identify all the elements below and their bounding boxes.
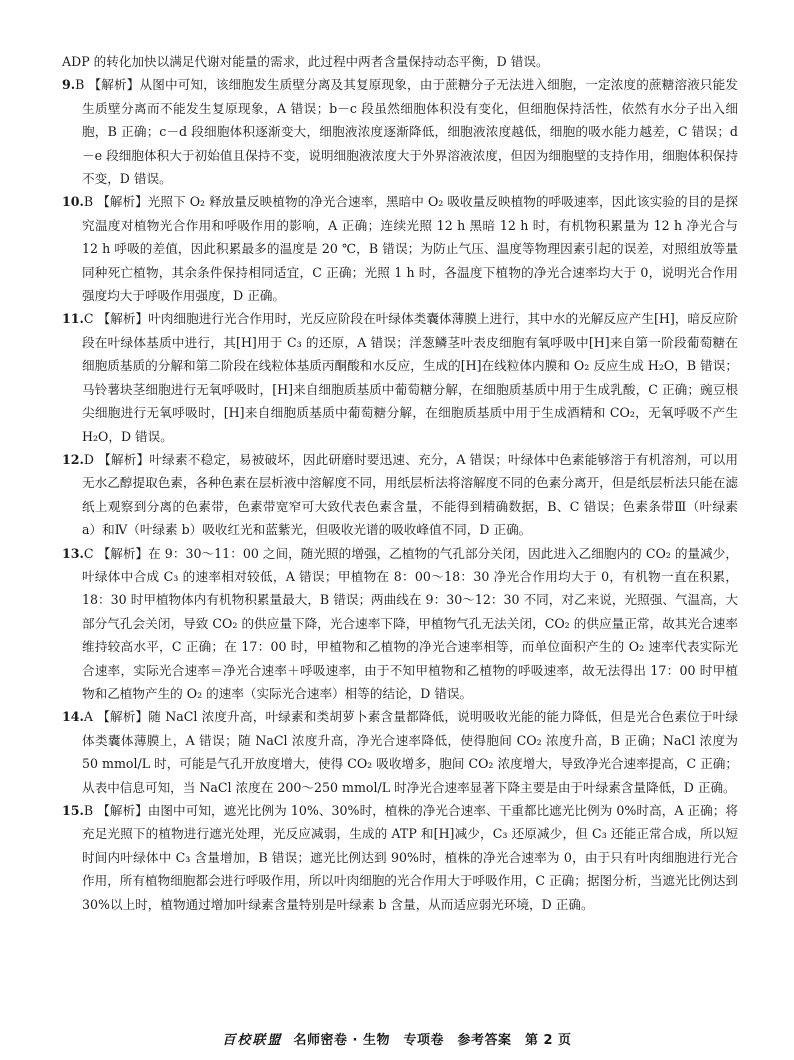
answer-number: 13. (62, 545, 84, 561)
answer-text: A 【解析】随 NaCl 浓度升高，叶绿素和类胡萝卜素含量都降低，说明吸收光能的能力降低，但是光合色素位于叶绿体类囊体薄膜上，A 错误；随 NaCl 浓度升高，净光合速率降低，使得胞间 CO₂ 浓度升高，B 正确；NaCl 浓度为 50 mmol/L 时，可能是气孔开放度增大，使得 CO₂ 吸收增多，胞间 CO₂ 浓度增大，导致净光合速率提高，C 正确；从表中信息可知，当 NaCl 浓度在 200～250 mmol/L 时净光合速率显著下降主要是由于叶绿素含量降低，D 正确。 (82, 709, 738, 795)
answer-item (62, 73, 738, 190)
answer-number: 14. (62, 709, 84, 725)
answer-number: 11. (62, 311, 84, 327)
answer-text: B 【解析】从图中可知，该细胞发生质壁分离及其复原现象，由于蔗糖分子无法进入细胞，一定浓度的蔗糖溶液只能发生质壁分离而不能发生复原现象，A 错误；b－c 段虽然细胞体积没有变化，但细胞保持活性，依然有水分子出入细胞，B 正确；c－d 段细胞体积逐渐变大，细胞液浓度逐渐降低，细胞液浓度越低，细胞的吸水能力越差，C 错误；d－e 段细胞体积大于初始值且保持不变，说明细胞液浓度大于外界溶液浓度，但因为细胞壁的支持作用，细胞体积保持不变，D 错误。 (75, 77, 738, 187)
answer-text: C 【解析】叶肉细胞进行光合作用时，光反应阶段在叶绿体类囊体薄膜上进行，其中水的光解反应产生[H]，暗反应阶段在叶绿体基质中进行，其[H]用于 C₃ 的还原，A 错误；洋葱鳞茎叶表皮细胞有氧呼吸中[H]来自第一阶段葡萄糖在细胞质基质的分解和第二阶段在线粒体基质丙酮酸和水反应，生成的[H]在线粒体内膜和 O₂ 反应生成 H₂O，B 错误；马铃薯块茎细胞进行无氧呼吸时，[H]来自细胞质基质中葡萄糖分解，在细胞质基质中用于生成乳酸，C 正确；豌豆根尖细胞进行无氧呼吸时，[H]来自细胞质基质中葡萄糖分解，在细胞质基质中用于生成酒精和 CO₂，无氧呼吸不产生 H₂O，D 错误。 (82, 311, 738, 444)
intro-paragraph: ADP 的转化加快以满足代谢对能量的需求，此过程中两者含量保持动态平衡，D 错误。 (62, 54, 549, 69)
answer-text: D 【解析】叶绿素不稳定，易被破坏，因此研磨时要迅速、充分，A 错误；叶绿体中色素能够溶于有机溶剂，可以用无水乙醇提取色素，各种色素在层析液中溶解度不同，用纸层析法将溶解度不同的色素分离开，但是纸层析法只能在滤纸上观察到分离的色素带，色素带宽窄可大致代表色素含量，不能得到精确数据，B、C 错误；色素条带Ⅲ（叶绿素 a）和Ⅳ（叶绿素 b）吸收红光和蓝紫光，但吸收光谱的吸收峰值不同，D 正确。 (82, 451, 738, 538)
answer-item (62, 705, 738, 799)
answer-number: 10. (62, 194, 84, 210)
answer-number: 9. (62, 77, 76, 93)
answer-item (62, 190, 738, 307)
answer-text: B 【解析】光照下 O₂ 释放量反映植物的净光合速率，黑暗中 O₂ 吸收量反映植物的呼吸速率，因此该实验的目的是探究温度对植物光合作用和呼吸作用的影响，A 正确；连续光照 12 h 黑暗 12 h 时，有机物积累量为 12 h 净光合与 12 h 呼吸的差值，因此积累最多的温度是 20 ℃，B 错误；为防止气压、温度等物理因素引起的误差，对照组放等量同种死亡植物，其余条件保持相同适宜，C 正确；光照 1 h 时，各温度下植物的净光合速率均大于 0，说明光合作用强度均大于呼吸作用强度，D 正确。 (82, 194, 738, 304)
answer-item (62, 448, 738, 542)
answer-list (62, 73, 738, 916)
brand-logo-text: 百校联盟 (222, 1033, 283, 1048)
answer-page (62, 50, 738, 916)
answer-text: C 【解析】在 9：30～11：00 之间，随光照的增强，乙植物的气孔部分关闭，因此进入乙细胞内的 CO₂ 的量减少，叶绿体中合成 C₃ 的速率相对较低，A 错误；甲植物在 8：00～18：30 净光合作用均大于 0，有机物一直在积累，18：30 时甲植物体内有机物积累量最大，B 错误；两曲线在 9：30～12：30 不同，对乙来说，光照强、气温高，大部分气孔会关闭，导致 CO₂ 的供应量下降，光合速率下降，甲植物气孔无法关闭，CO₂ 的供应量正常，故其光合速率维持较高水平，C 正确；在 17：00 时，甲植物和乙植物的净光合速率相等，而单位面积产生的 O₂ 速率代表实际光合速率，实际光合速率＝净光合速率＋呼吸速率，由于不知甲植物和乙植物的呼吸速率，故无法得出 17：00 时甲植物和乙植物产生的 O₂ 的速率（实际光合速率）相等的结论，D 错误。 (82, 545, 738, 701)
answer-item (62, 307, 738, 447)
answer-item (62, 542, 738, 706)
answer-text: B 【解析】由图中可知，遮光比例为 10%、30%时，植株的净光合速率、干重都比遮光比例为 0%时高，A 正确；将充足光照下的植物进行遮光处理，光反应减弱，生成的 ATP 和[H]减少，C₃ 还原减少，但 C₃ 还能正常合成，所以短时间内叶绿体中 C₃ 含量增加，B 错误；遮光比例达到 90%时，植株的净光合速率为 0，由于只有叶肉细胞进行光合作用，所有植物细胞都会进行呼吸作用，所以叶肉细胞的光合作用大于呼吸作用，C 正确；据图分析，当遮光比例达到 30%以上时，植物通过增加叶绿素含量特别是叶绿素 b 含量，从而适应弱光环境，D 正确。 (82, 803, 738, 912)
answer-item (62, 799, 738, 916)
page-footer (0, 1029, 794, 1048)
footer-text: 名师密卷 · 生物 专项卷 参考答案 第 2 页 (293, 1033, 572, 1048)
answer-number: 12. (62, 451, 84, 467)
answer-number: 15. (62, 803, 84, 818)
